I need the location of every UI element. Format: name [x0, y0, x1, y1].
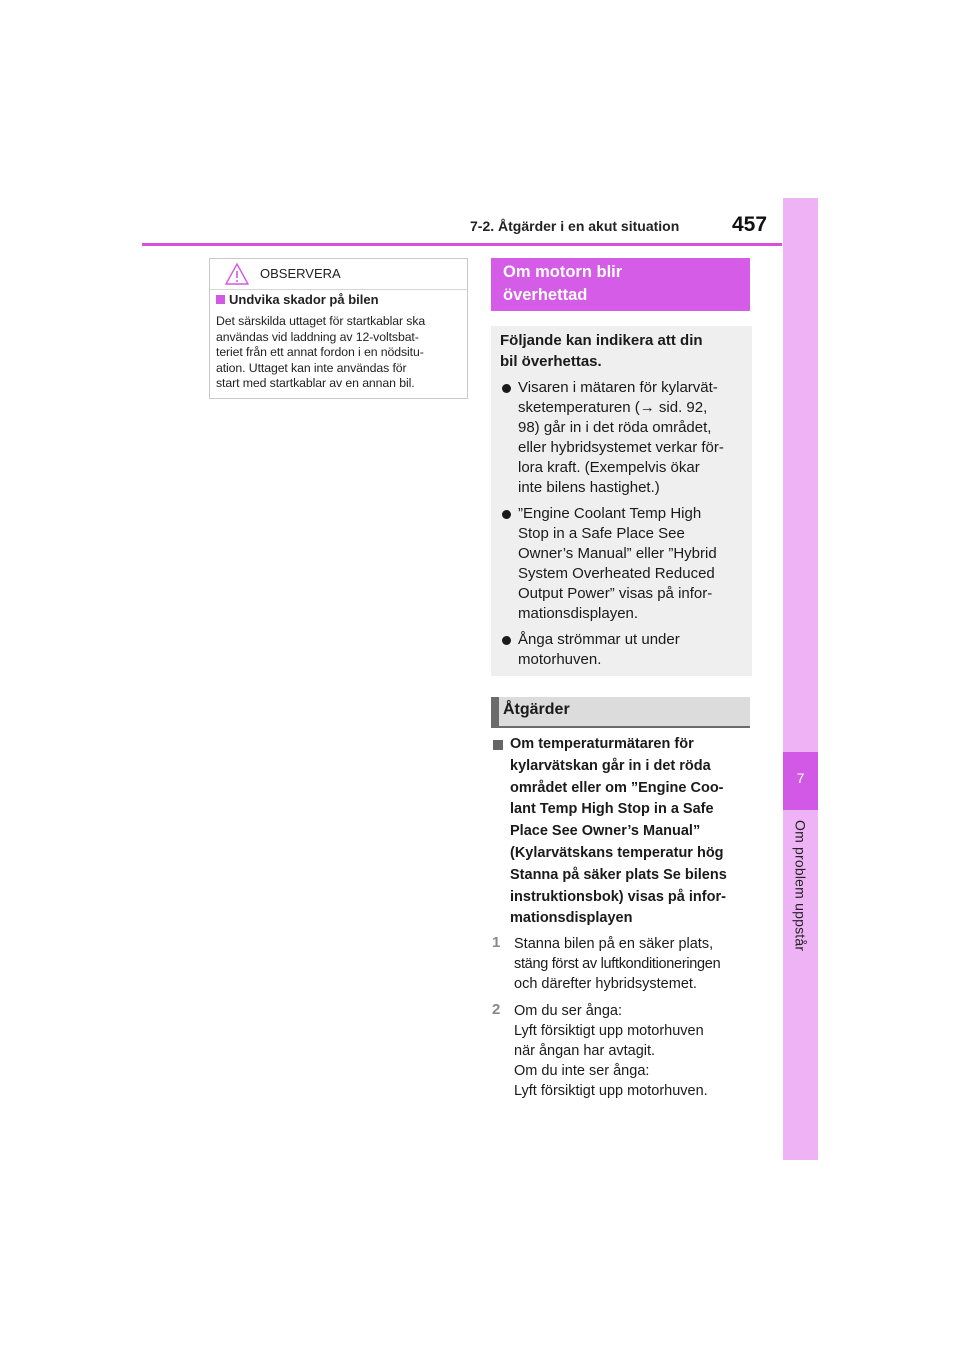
- notice-line: ation. Uttaget kan inte användas för: [216, 360, 407, 375]
- overheat-heading: [491, 258, 750, 311]
- bullet-icon: [502, 636, 511, 645]
- warning-icon: [224, 262, 250, 286]
- chapter-title: Om problem uppstår: [792, 820, 809, 952]
- actions-condition: Om temperaturmätaren för kylarvätskan går in i det röda området eller om ”Engine Coo- lant Temp High Stop in a Safe Place See Owner’s Manual” (Kylarvätskans temperatur hög Stanna på säker plats Se bilens instruktionsbok) visas på infor- mationsdisplayen: [510, 736, 727, 927]
- actions-heading: [491, 697, 750, 728]
- notice-line: användas vid laddning av 12-voltsbat-: [216, 329, 419, 344]
- notice-title: OBSERVERA: [260, 266, 341, 281]
- overheat-title: Om motorn blir överhettad: [503, 263, 623, 304]
- step-text: Om du ser ånga: Lyft försiktigt upp motorhuven när ångan har avtagit. Om du inte ser ånga: Lyft försiktigt upp motorhuven.: [514, 1003, 708, 1099]
- bullet-icon: [502, 510, 511, 519]
- overheat-info-box: Följande kan indikera att din bil överhettas. Visaren i mätaren för kylarvät- sketemperaturen (→ sid. 92, 98) går in i det röda området, eller hybridsystemet verkar för- lora kraft. (Exempelvis ökar inte bilens hastighet.) ”Engine Coolant Temp High Stop in a Safe Place See Owner’s Manual” eller ”Hybrid System Overheated Reduced Output Power” visas på infor- mationsdisplayen. Ånga strömmar ut under motorhuven.: [491, 326, 752, 676]
- actions-title: Åtgärder: [503, 701, 570, 718]
- header-rule: [142, 243, 782, 246]
- notice-line: Det särskilda uttaget för startkablar ska: [216, 314, 426, 328]
- step-number: 1: [492, 934, 501, 951]
- notice-line: start med startkablar av en annan bil.: [216, 376, 415, 390]
- heading-underline: [491, 726, 750, 728]
- notice-body: [216, 314, 464, 392]
- bullet-icon: [502, 384, 511, 393]
- step-number: 2: [492, 1001, 501, 1018]
- heading-accent-bar: [491, 697, 499, 728]
- page-number: 457: [732, 213, 768, 236]
- notice-subtitle: Undvika skador på bilen: [216, 292, 379, 307]
- step-text: Stanna bilen på en säker plats, stäng först av luftkonditioneringen och därefter hybridsystemet.: [514, 936, 721, 992]
- square-bullet-icon: [216, 295, 225, 304]
- overheat-intro: Följande kan indikera att din bil överhettas.: [500, 332, 703, 370]
- notice-line: teriet från ett annat fordon i en nödsitu-: [216, 345, 424, 359]
- section-title: 7-2. Åtgärder i en akut situation: [470, 218, 680, 234]
- notice-header: [210, 259, 467, 290]
- notice-box: [209, 258, 468, 399]
- square-bullet-icon: [493, 740, 503, 750]
- chapter-number: 7: [796, 770, 805, 786]
